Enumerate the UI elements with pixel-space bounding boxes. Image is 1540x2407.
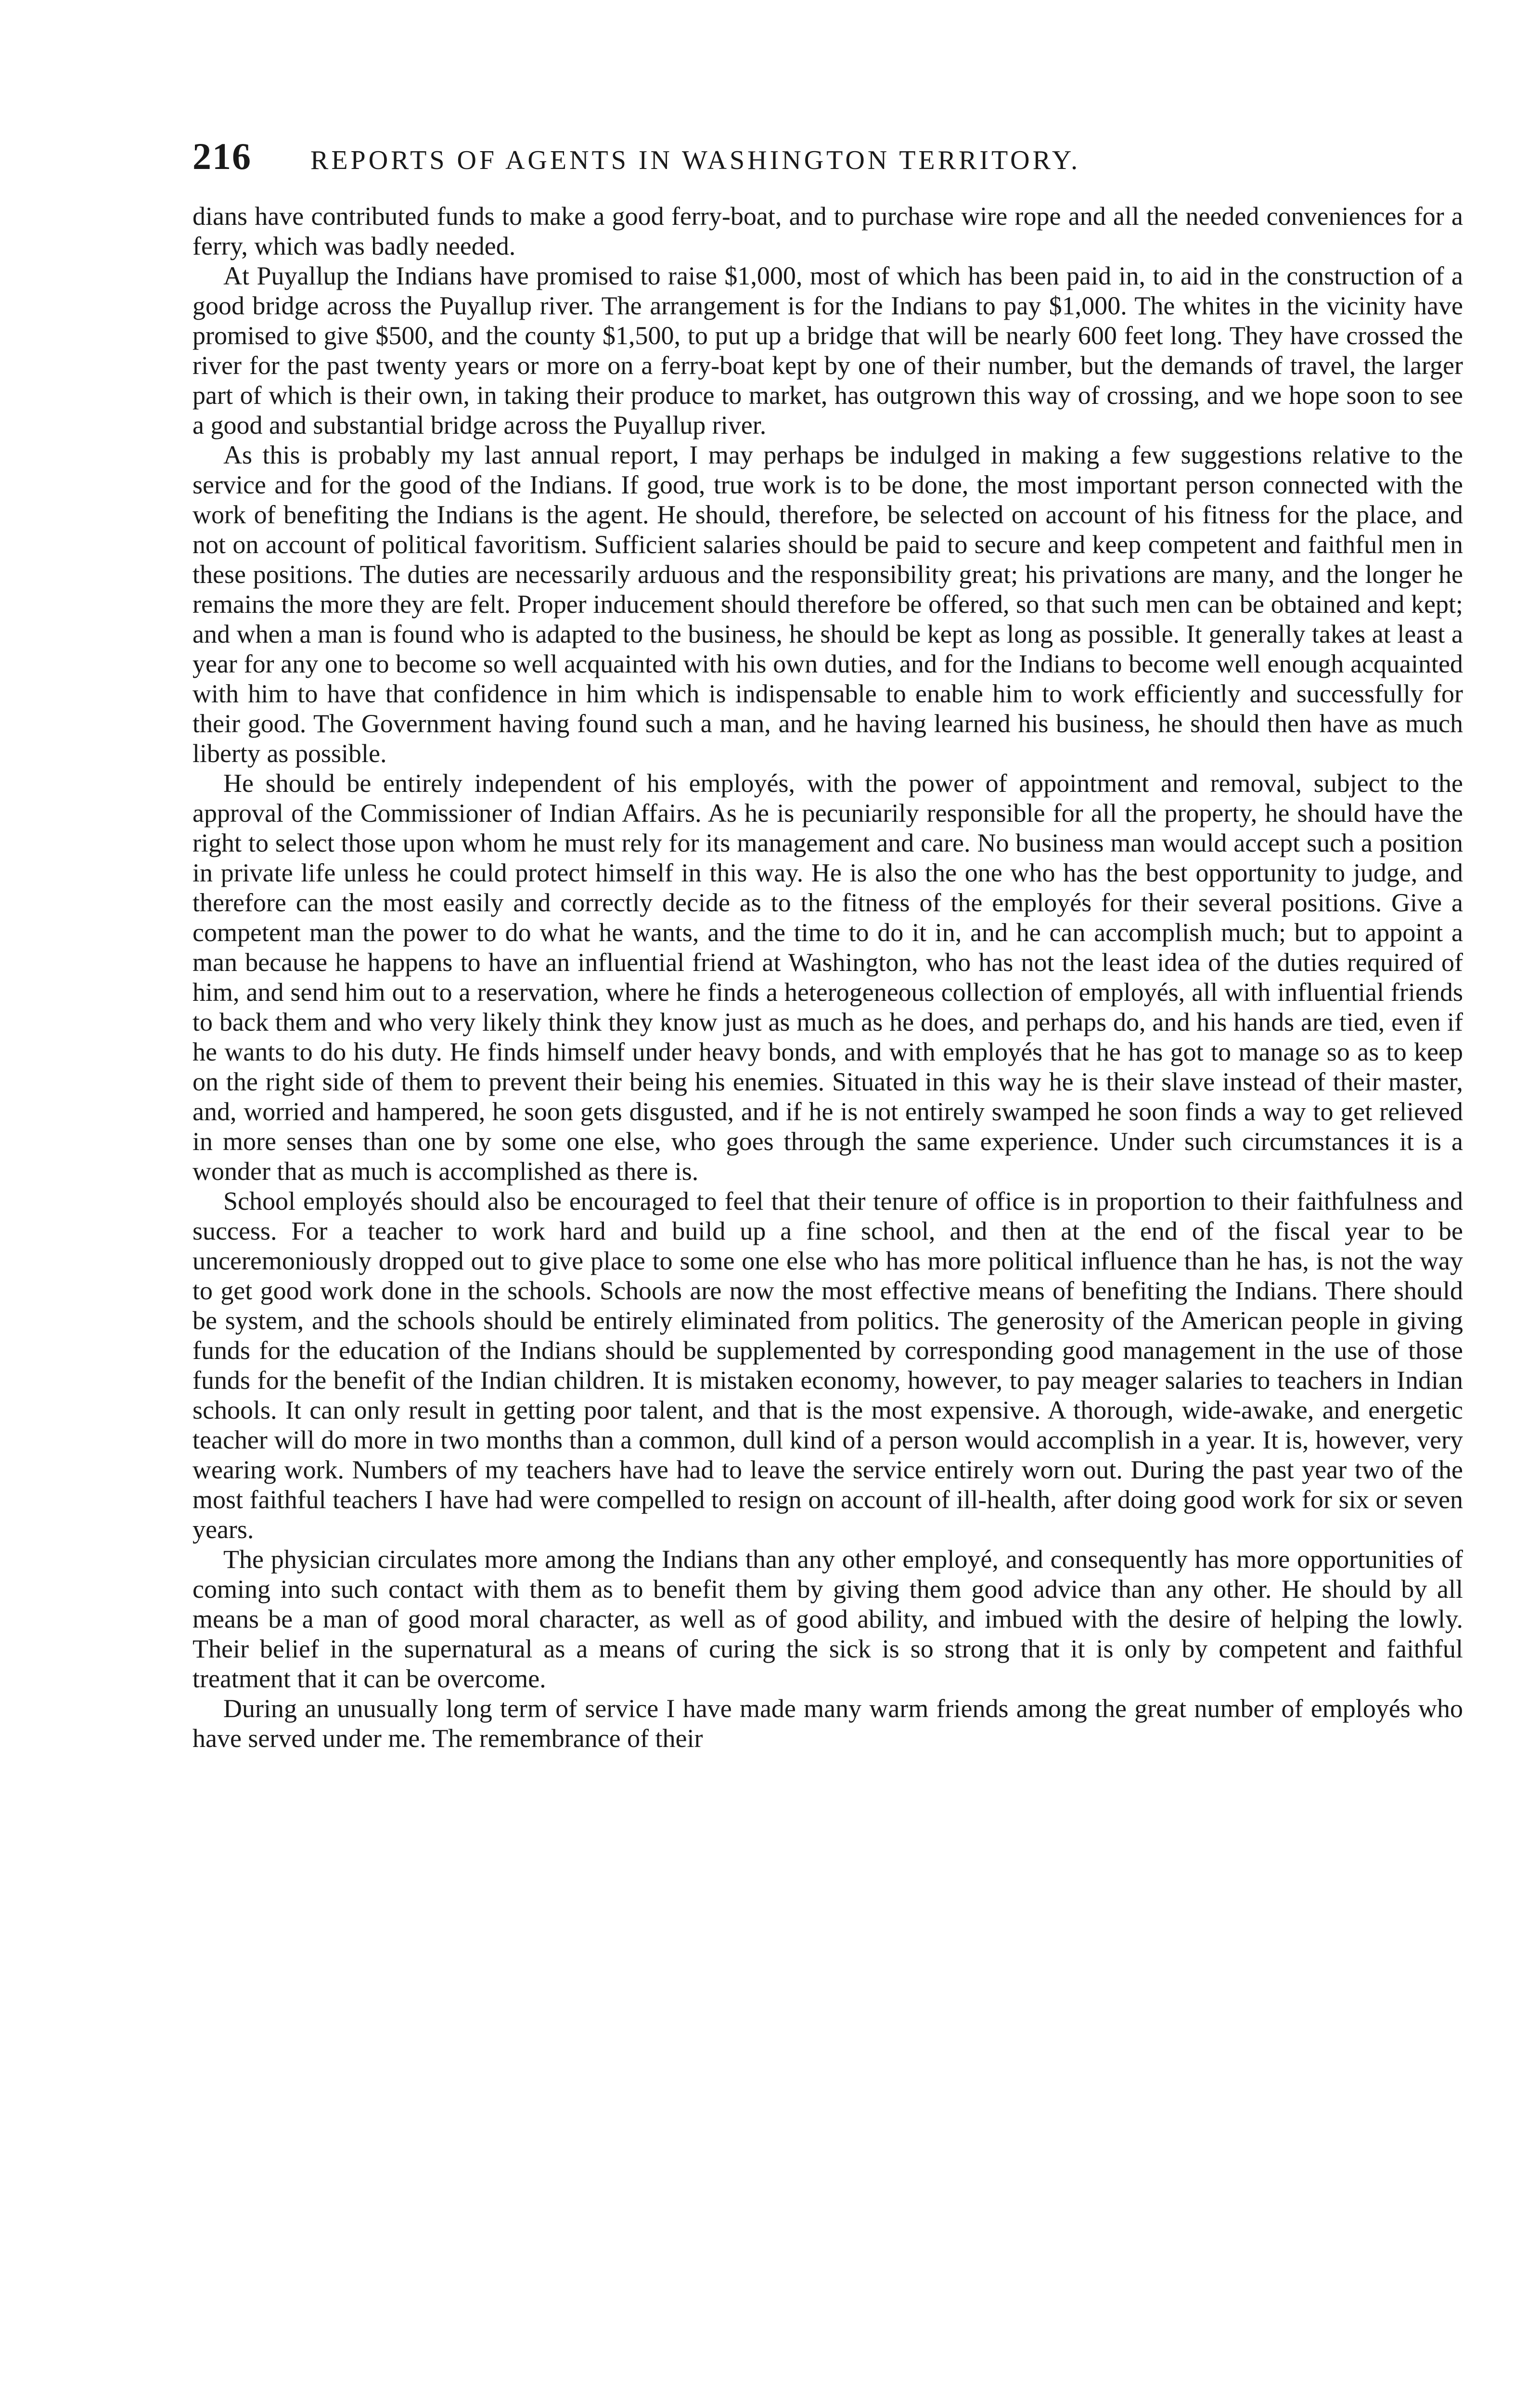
paragraph-ferry-boat: dians have contributed funds to make a good ferry-boat, and to purchase wire rope and all the needed conveniences for a ferry, which was badly needed. [192,202,1463,260]
paragraph-agent-suggestions: As this is probably my last annual report, I may perhaps be indulged in making a few suggestions relative to the service and for the good of the Indians. If good, true work is to be done, the most important person connected with the work of benefiting the Indians is the agent. He should, therefore, be selected on account of his fitness for the place, and not on account of political favoritism. Sufficient salaries should be paid to secure and keep competent and faithful men in these positions. The duties are necessarily arduous and the responsibility great; his privations are many, and the longer he remains the more they are felt. Proper inducement should therefore be offered, so that such men can be obtained and kept; and when a man is found who is adapted to the business, he should be kept as long as possible. It generally takes at least a year for any one to become so well acquainted with his own duties, and for the Indians to become well enough acquainted with him to have that confidence in him which is indispensable to enable him to work efficiently and successfully for their good. The Government having found such a man, and he having learned his business, he should then have as much liberty as possible. [192,440,1463,768]
paragraph-puyallup-bridge: At Puyallup the Indians have promised to raise $1,000, most of which has been paid in, to aid in the construction of a good bridge across the Puyallup river. The arrangement is for the Indians to pay $1,000. The whites in the vicinity have promised to give $500, and the county $1,500, to put up a bridge that will be nearly 600 feet long. They have crossed the river for the past twenty years or more on a ferry-boat kept by one of their number, but the demands of travel, the larger part of which is their own, in taking their produce to market, has outgrown this way of crossing, and we hope soon to see a good and substantial bridge across the Puyallup river. [192,261,1463,440]
paragraph-school-employes: School employés should also be encouraged to feel that their tenure of office is in proportion to their faithfulness and success. For a teacher to work hard and build up a fine school, and then at the end of the fiscal year to be unceremoniously dropped out to give place to some one else who has more political influence than he has, is not the way to get good work done in the schools. Schools are now the most effective means of benefiting the Indians. There should be system, and the schools should be entirely eliminated from politics. The generosity of the American people in giving funds for the education of the Indians should be supplemented by corresponding good management in the use of those funds for the benefit of the Indian children. It is mistaken economy, however, to pay meager salaries to teachers in Indian schools. It can only result in getting poor talent, and that is the most expensive. A thorough, wide-awake, and energetic teacher will do more in two months than a common, dull kind of a person would accomplish in a year. It is, however, very wearing work. Numbers of my teachers have had to leave the service entirely worn out. During the past year two of the most faithful teachers I have had were compelled to resign on account of ill-health, after doing good work for six or seven years. [192,1187,1463,1544]
running-header [192,135,1463,188]
document-page [192,135,1463,1753]
paragraph-agent-independence: He should be entirely independent of his employés, with the power of appointment and removal, subject to the approval of the Commissioner of Indian Affairs. As he is pecuniarily responsible for all the property, he should have the right to select those upon whom he must rely for its management and care. No business man would accept such a position in private life unless he could protect himself in this way. He is also the one who has the best opportunity to judge, and therefore can the most easily and correctly decide as to the fitness of the employés for their several positions. Give a competent man the power to do what he wants, and the time to do it in, and he can accomplish much; but to appoint a man because he happens to have an influential friend at Washington, who has not the least idea of the duties required of him, and send him out to a reservation, where he finds a heterogeneous collection of employés, all with influential friends to back them and who very likely think they know just as much as he does, and perhaps do, and his hands are tied, even if he wants to do his duty. He finds himself under heavy bonds, and with employés that he has got to manage so as to keep on the right side of them to prevent their being his enemies. Situated in this way he is their slave instead of their master, and, worried and hampered, he soon gets disgusted, and if he is not entirely swamped he soon finds a way to get relieved in more senses than one by some one else, who goes through the same experience. Under such circumstances it is a wonder that as much is accomplished as there is. [192,769,1463,1186]
page-number: 216 [192,135,252,177]
body-text [192,201,1463,1753]
paragraph-long-term-service: During an unusually long term of service I have made many warm friends among the great number of employés who have served under me. The remembrance of their [192,1694,1463,1753]
header-title: REPORTS OF AGENTS IN WASHINGTON TERRITORY. [310,145,1081,175]
paragraph-physician: The physician circulates more among the Indians than any other employé, and consequently has more opportunities of coming into such contact with them as to benefit them by giving them good advice than any other. He should by all means be a man of good moral character, as well as of good ability, and imbued with the desire of helping the lowly. Their belief in the supernatural as a means of curing the sick is so strong that it is only by competent and faithful treatment that it can be overcome. [192,1545,1463,1693]
